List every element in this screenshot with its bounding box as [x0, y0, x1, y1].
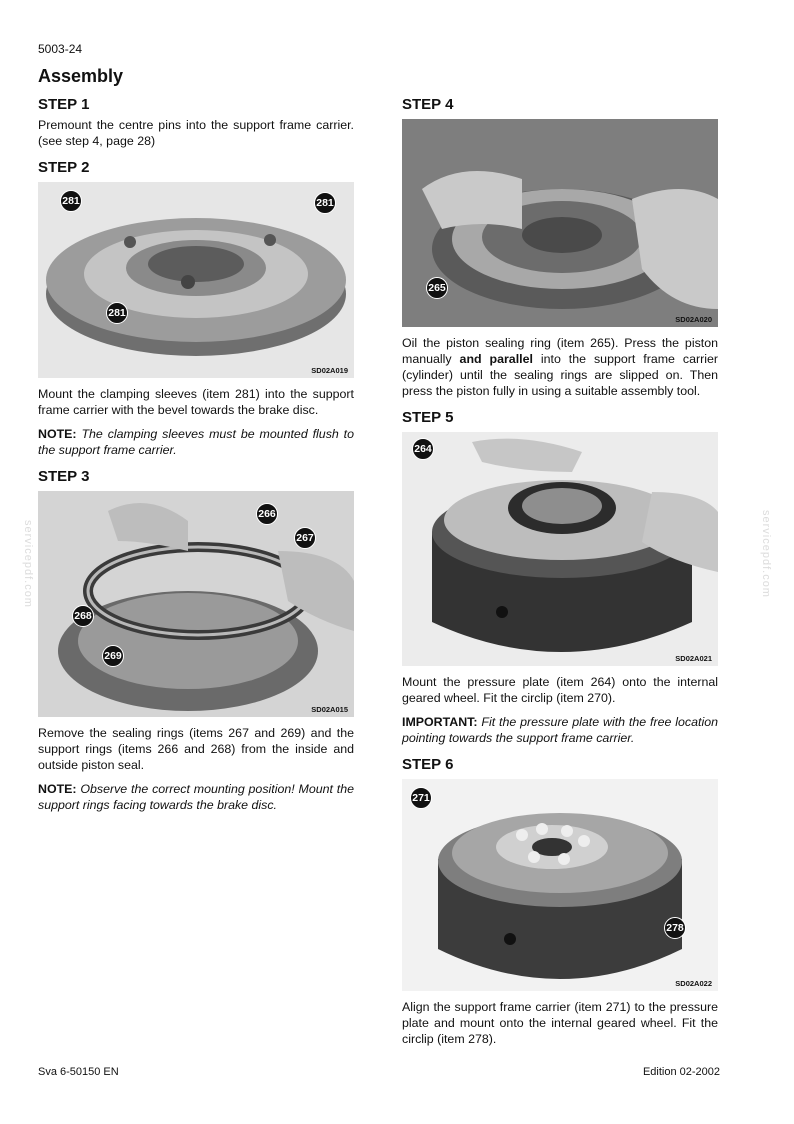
step-2-note [38, 426, 354, 458]
step-4-text-a: Oil the piston sealing ring (item 265). Press the piston manually [402, 336, 718, 366]
step-4-text-b: into the support frame carrier (cylinder) until the sealing rings are slipped on. Then press the piston fully in using a suitable assembly tool. [402, 352, 718, 398]
step-2-photo [38, 182, 354, 378]
section-title: Assembly [38, 66, 124, 86]
note-text: The clamping sleeves must be mounted flush to the support frame carrier. [38, 427, 355, 457]
step-4-text [402, 335, 718, 399]
photo-code: SD02A019 [311, 366, 348, 375]
step-4-heading: STEP 4 [402, 96, 454, 113]
callout-269: 269 [102, 645, 124, 667]
carrier-alignment-illustration [402, 779, 718, 991]
note-label: IMPORTANT: [402, 715, 478, 729]
watermark-right: servicepdf.com [760, 510, 772, 598]
step-4-photo [402, 119, 718, 327]
callout-268: 268 [72, 605, 94, 627]
callout-281-b: 281 [314, 192, 336, 214]
callout-281-a: 281 [60, 190, 82, 212]
step-5-heading: STEP 5 [402, 409, 454, 426]
note-text: Fit the pressure plate with the free location pointing towards the support frame carrier. [402, 715, 718, 745]
brake-carrier-illustration [38, 182, 354, 378]
note-label: NOTE: [38, 427, 77, 441]
photo-code: SD02A021 [675, 654, 712, 663]
step-4-text-bold: and parallel [459, 352, 533, 366]
step-1-text: Premount the centre pins into the support frame carrier. (see step 4, page 28) [38, 118, 354, 148]
watermark-left: servicepdf.com [22, 520, 34, 608]
step-5-photo [402, 432, 718, 666]
callout-266: 266 [256, 503, 278, 525]
callout-281-c: 281 [106, 302, 128, 324]
step-3-note [38, 781, 354, 813]
callout-267: 267 [294, 527, 316, 549]
step-3-photo [38, 491, 354, 717]
footer-edition: Edition 02-2002 [642, 1066, 720, 1078]
step-2-heading: STEP 2 [38, 159, 90, 176]
step-6-heading: STEP 6 [402, 756, 454, 773]
note-text: Observe the correct mounting position! Mount the support rings facing towards the brake disc. [38, 782, 354, 812]
photo-code: SD02A022 [675, 979, 712, 988]
step-6-text: Align the support frame carrier (item 271) to the pressure plate and mount onto the internal geared wheel. Fit the circlip (item 278). [402, 1000, 718, 1046]
callout-265: 265 [426, 277, 448, 299]
page-number: 5003-24 [38, 42, 83, 56]
callout-264: 264 [412, 438, 434, 460]
left-column [38, 96, 354, 813]
photo-code: SD02A020 [675, 315, 712, 324]
footer-doc-id: Sva 6-50150 EN [38, 1066, 119, 1078]
right-column [402, 96, 718, 1047]
photo-code: SD02A015 [311, 705, 348, 714]
step-5-note [402, 714, 718, 746]
step-5-text: Mount the pressure plate (item 264) onto the internal geared wheel. Fit the circlip (item 270). [402, 675, 718, 705]
piston-press-illustration [402, 119, 718, 327]
step-3-heading: STEP 3 [38, 468, 90, 485]
step-3-text: Remove the sealing rings (items 267 and 269) and the support rings (items 266 and 268) from the inside and outside piston seal. [38, 726, 354, 772]
step-2-text: Mount the clamping sleeves (item 281) into the support frame carrier with the bevel towards the brake disc. [38, 387, 354, 417]
step-6-photo [402, 779, 718, 991]
sealing-rings-illustration [38, 491, 354, 717]
callout-271: 271 [410, 787, 432, 809]
note-label: NOTE: [38, 782, 77, 796]
step-1-heading: STEP 1 [38, 96, 90, 113]
callout-278: 278 [664, 917, 686, 939]
pressure-plate-illustration [402, 432, 718, 666]
